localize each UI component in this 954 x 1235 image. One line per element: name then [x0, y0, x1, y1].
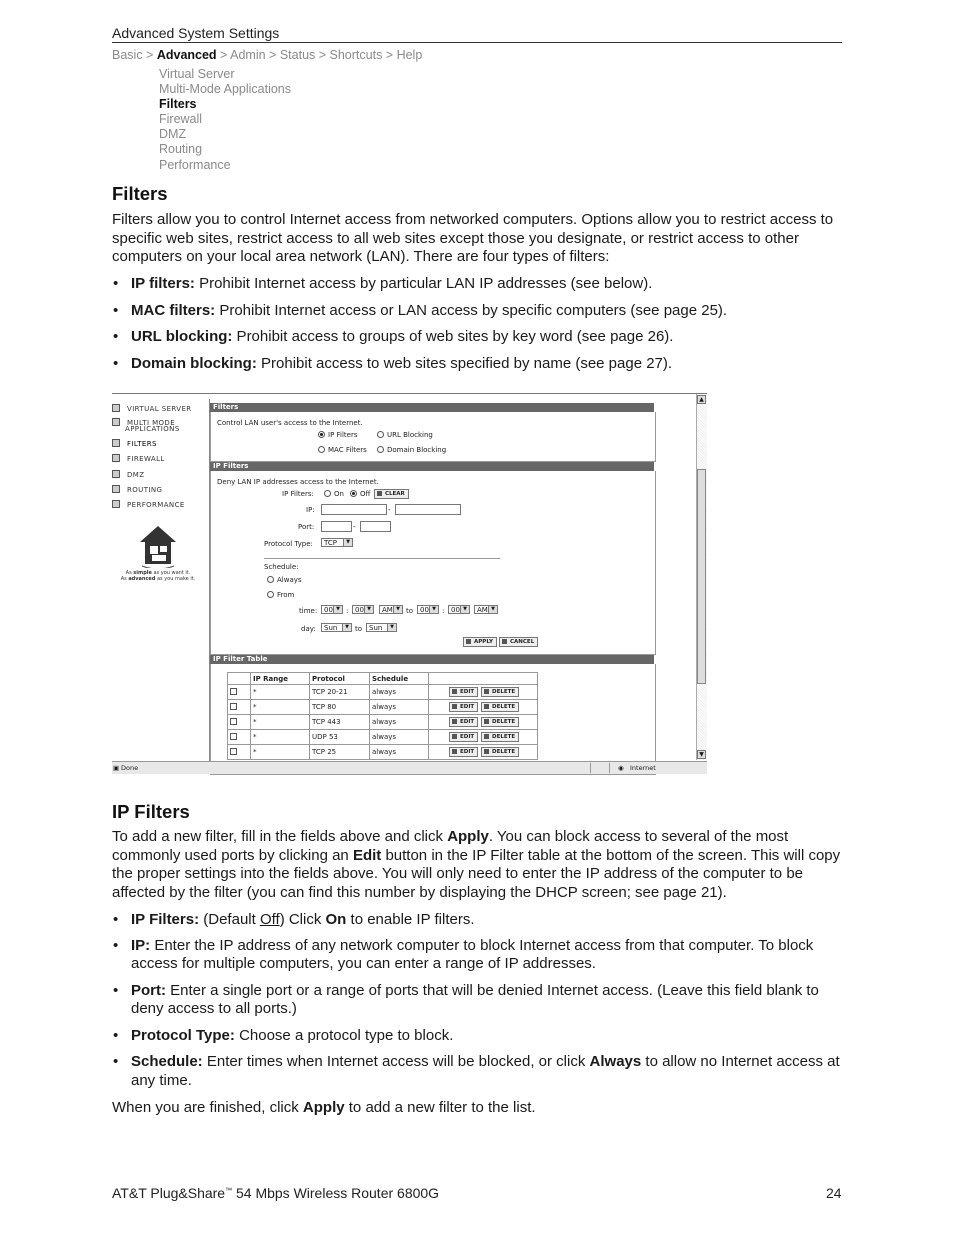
edit-button[interactable]: EDIT: [449, 702, 478, 712]
delete-button[interactable]: DELETE: [481, 702, 519, 712]
opt-ip-filters[interactable]: IP Filters: [318, 431, 358, 439]
filter-table-title: IP Filter Table: [210, 655, 654, 664]
subnav-filters[interactable]: Filters: [159, 97, 197, 112]
brand-logo: [118, 524, 198, 582]
nav-applications[interactable]: [125, 425, 180, 433]
opt-mac-filters[interactable]: MAC Filters: [318, 446, 367, 454]
list-item: • Protocol Type: Choose a protocol type to block.: [112, 1027, 847, 1046]
row-checkbox-cell: [228, 730, 251, 745]
button-icon: [484, 689, 489, 694]
nav-label: PERFORMANCE: [127, 501, 185, 509]
button-icon: [502, 639, 507, 644]
radio-icon: [318, 431, 325, 438]
header-rule: [112, 42, 842, 43]
cell-protocol: TCP 80: [310, 700, 370, 715]
ipfilters-on-radio[interactable]: On: [324, 490, 344, 498]
ipfilters-heading: IP Filters: [112, 801, 190, 822]
checkbox-col: [228, 673, 251, 685]
crumb-sep: >: [315, 48, 330, 62]
row-checkbox-cell: [228, 685, 251, 700]
nav-dmz[interactable]: [112, 470, 144, 479]
schedule-from-radio[interactable]: From: [267, 591, 294, 599]
control-text: Control LAN user's access to the Internet.: [217, 419, 363, 427]
subnav-routing[interactable]: Routing: [159, 142, 203, 157]
cell-protocol: TCP 25: [310, 745, 370, 760]
nav-performance[interactable]: [112, 500, 185, 509]
crumb-sep: >: [265, 48, 280, 62]
ip-label: IP:: [306, 506, 315, 514]
time-colon: :: [442, 607, 445, 615]
row-checkbox-cell: [228, 715, 251, 730]
status-divider: [590, 763, 591, 773]
row-checkbox-cell: [228, 745, 251, 760]
radio-icon: [377, 431, 384, 438]
scroll-down-icon[interactable]: ▼: [697, 750, 706, 759]
nav-bullet-icon: [112, 418, 120, 426]
port-label: Port:: [298, 523, 315, 531]
closing-instruction: When you are finished, click Apply to add a new filter to the list.: [112, 1099, 536, 1116]
button-icon: [452, 734, 457, 739]
nav-label: MULTI MODE: [127, 419, 176, 427]
button-icon: [452, 689, 457, 694]
nav-bullet-icon: [112, 485, 120, 493]
time-min-start[interactable]: 00 ▼: [352, 605, 374, 614]
bullet-text: Prohibit access to groups of web sites by key word (see page 26).: [232, 328, 674, 345]
list-item: • IP Filters: (Default Off) Click On to enable IP filters.: [112, 911, 847, 930]
edit-button[interactable]: EDIT: [449, 687, 478, 697]
edit-button[interactable]: EDIT: [449, 732, 478, 742]
cell-protocol: TCP 443: [310, 715, 370, 730]
nav-bullet-icon: [112, 454, 120, 462]
delete-button[interactable]: DELETE: [481, 747, 519, 757]
subnav-multi-mode[interactable]: Multi-Mode Applications: [159, 82, 292, 97]
col-protocol: Protocol: [310, 673, 370, 685]
cell-actions: [429, 685, 538, 700]
cell-ip: *: [251, 745, 310, 760]
page-footer-product: AT&T Plug&Share™ 54 Mbps Wireless Router 6800G: [112, 1185, 440, 1201]
button-icon: [452, 749, 457, 754]
nav-filters[interactable]: [112, 439, 157, 448]
time-hour-end[interactable]: 00 ▼: [417, 605, 439, 614]
subnav-performance[interactable]: Performance: [159, 157, 231, 172]
nav-label: VIRTUAL SERVER: [127, 405, 192, 413]
row-checkbox-cell: [228, 700, 251, 715]
day-end-select[interactable]: Sun ▼: [366, 623, 397, 632]
row-checkbox[interactable]: [230, 718, 237, 725]
cell-schedule: always: [370, 715, 429, 730]
radio-icon: [377, 446, 384, 453]
radio-icon: [267, 591, 274, 598]
edit-button[interactable]: EDIT: [449, 747, 478, 757]
button-icon: [452, 719, 457, 724]
nav-label: ROUTING: [127, 486, 163, 494]
day-start-select[interactable]: Sun ▼: [321, 623, 352, 632]
radio-icon: [318, 446, 325, 453]
crumb-sep: >: [142, 48, 157, 62]
button-icon: [484, 734, 489, 739]
port-start-input[interactable]: [321, 521, 352, 532]
cancel-button[interactable]: CANCEL: [499, 637, 538, 647]
ipfilter-fields-list: [112, 911, 847, 1090]
list-item: [112, 275, 847, 294]
status-divider: [609, 763, 610, 773]
port-end-input[interactable]: [360, 521, 391, 532]
protocol-select[interactable]: TCP ▼: [321, 538, 353, 547]
list-item: • Port: Enter a single port or a range of ports that will be denied Internet access. (Leave this field blank to deny access to all ports.): [112, 982, 847, 1019]
cell-protocol: UDP 53: [310, 730, 370, 745]
opt-domain-blocking[interactable]: Domain Blocking: [377, 446, 446, 454]
row-checkbox[interactable]: [230, 688, 237, 695]
page-number: 24: [826, 1185, 842, 1201]
nav-bullet-icon: [112, 404, 120, 412]
delete-button[interactable]: DELETE: [481, 687, 519, 697]
cell-actions: [429, 730, 538, 745]
list-item: • Schedule: Enter times when Internet access will be blocked, or click Always to allow no Internet access at any time.: [112, 1053, 847, 1090]
button-icon: [484, 704, 489, 709]
cell-schedule: always: [370, 700, 429, 715]
time-min-end[interactable]: 00 ▼: [448, 605, 470, 614]
table-row: [228, 715, 538, 730]
breadcrumb: [112, 48, 422, 62]
clear-button[interactable]: CLEAR: [374, 489, 409, 499]
bullet-term: IP filters:: [131, 275, 195, 292]
bullet-text: Prohibit Internet access or LAN access by specific computers (see page 25).: [215, 301, 728, 319]
bullet-term: Domain blocking:: [131, 354, 257, 372]
scroll-up-icon[interactable]: ▲: [697, 395, 706, 404]
crumb-help[interactable]: Help: [396, 48, 423, 62]
subnav-virtual-server[interactable]: Virtual Server: [159, 67, 235, 81]
cell-ip: *: [251, 685, 310, 700]
col-actions: [429, 673, 538, 685]
button-icon: [484, 719, 489, 724]
crumb-advanced[interactable]: Advanced: [156, 48, 217, 62]
list-item: [112, 328, 847, 347]
nav-label: DMZ: [127, 471, 145, 479]
list-item: [112, 302, 847, 321]
globe-icon: ◉: [618, 764, 624, 772]
radio-icon: [324, 490, 331, 497]
nav-bullet-icon: [112, 500, 120, 508]
deny-text: Deny LAN IP addresses access to the Internet.: [217, 478, 379, 486]
button-icon: [377, 491, 382, 496]
schedule-always-radio[interactable]: Always: [267, 576, 302, 584]
tagline: As simple as you want it. As advanced as you make it.: [120, 570, 196, 582]
ipfilters-label: IP Filters:: [282, 490, 314, 498]
time-ampm-start[interactable]: AM ▼: [379, 605, 403, 614]
day-label: day:: [301, 625, 316, 633]
radio-icon: [267, 576, 274, 583]
ip-filter-table: [227, 672, 538, 760]
cell-ip: *: [251, 715, 310, 730]
browser-status-bar: [112, 761, 707, 774]
cell-schedule: always: [370, 745, 429, 760]
nav-firewall[interactable]: [112, 454, 165, 463]
nav-label: APPLICATIONS: [125, 425, 180, 433]
nav-routing[interactable]: [112, 485, 162, 494]
button-icon: [466, 639, 471, 644]
crumb-basic[interactable]: Basic: [112, 48, 143, 62]
time-hour-start[interactable]: 00 ▼: [321, 605, 343, 614]
cell-actions: [429, 700, 538, 715]
scroll-thumb[interactable]: [697, 469, 706, 684]
row-checkbox[interactable]: [230, 748, 237, 755]
delete-button[interactable]: DELETE: [481, 717, 519, 727]
cell-protocol: TCP 20-21: [310, 685, 370, 700]
cell-ip: *: [251, 730, 310, 745]
table-row: [228, 730, 538, 745]
nav-label: FILTERS: [127, 440, 157, 448]
time-ampm-end[interactable]: AM ▼: [474, 605, 498, 614]
day-to: to: [355, 625, 363, 633]
status-page-icon: ▣: [113, 764, 120, 772]
crumb-admin[interactable]: Admin: [230, 48, 266, 62]
edit-button[interactable]: EDIT: [449, 717, 478, 727]
subnav-dmz[interactable]: DMZ: [159, 127, 187, 142]
cell-ip: *: [251, 700, 310, 715]
cell-actions: [429, 745, 538, 760]
button-icon: [452, 704, 457, 709]
nav-virtual-server[interactable]: [112, 404, 192, 413]
subnav: [159, 67, 291, 173]
nav-bullet-icon: [112, 439, 120, 447]
router-ui-screenshot: [112, 393, 707, 775]
divider: [264, 558, 500, 559]
ipfilters-off-radio[interactable]: Off: [350, 490, 370, 498]
ip-start-input[interactable]: [321, 504, 387, 515]
filters-heading: Filters: [112, 183, 168, 204]
filter-types-list: [112, 275, 847, 373]
row-checkbox[interactable]: [230, 733, 237, 740]
radio-icon: [350, 490, 357, 497]
list-item: • IP: Enter the IP address of any network computer to block Internet access from that computer. To block access for multiple computers, you can enter a range of IP addresses.: [112, 937, 847, 974]
col-ip-range: IP Range: [251, 673, 310, 685]
time-colon: :: [346, 607, 349, 615]
filters-panel-title: Filters: [210, 403, 654, 412]
crumb-sep: >: [382, 48, 397, 62]
house-icon: [138, 524, 178, 568]
bullet-term: MAC filters:: [131, 301, 216, 319]
bullet-text: Prohibit access to web sites specified by name (see page 27).: [256, 354, 673, 372]
status-done: Done: [121, 764, 139, 772]
nav-bullet-icon: [112, 470, 120, 478]
apply-button[interactable]: APPLY: [463, 637, 497, 647]
ipfilters-panel-title: IP Filters: [210, 462, 654, 471]
crumb-sep: >: [216, 48, 231, 62]
bullet-text: Prohibit Internet access by particular LAN IP addresses (see below).: [194, 275, 653, 292]
nav-label: FIREWALL: [127, 455, 165, 463]
page-header-title: Advanced System Settings: [112, 25, 280, 41]
time-to: to: [406, 607, 414, 615]
table-header-row: [228, 673, 538, 685]
schedule-label: Schedule:: [264, 563, 299, 571]
list-item: [112, 355, 847, 374]
crumb-status[interactable]: Status: [279, 48, 316, 62]
ipfilters-intro: To add a new filter, fill in the fields above and click Apply. You can block access to several of the most commonly used ports by clicking an Edit button in the IP Filter table at the bottom of the screen. This will copy the proper settings into the fields above. You will only need to enter the IP address of the computer to be affected by the filter (you can find this number by displaying the DHCP screen; see page 21).: [112, 828, 841, 901]
subnav-firewall[interactable]: Firewall: [159, 112, 203, 127]
filters-intro: Filters allow you to control Internet access from networked computers. Options allow you to restrict access to specific web sites, restrict access to all web sites except those you designate, or restrict access to other computers on your local area network (LAN). There are four types of filters:: [112, 211, 834, 265]
bullet-term: URL blocking:: [131, 328, 233, 345]
table-row: [228, 685, 538, 700]
opt-url-blocking[interactable]: URL Blocking: [377, 431, 433, 439]
port-dash: -: [353, 523, 356, 531]
table-row: [228, 745, 538, 760]
ip-end-input[interactable]: [395, 504, 461, 515]
cell-schedule: always: [370, 685, 429, 700]
cell-actions: [429, 715, 538, 730]
table-row: [228, 700, 538, 715]
status-zone: Internet: [630, 764, 656, 772]
delete-button[interactable]: DELETE: [481, 732, 519, 742]
col-schedule: Schedule: [370, 673, 429, 685]
ip-dash: -: [388, 506, 391, 514]
cell-schedule: always: [370, 730, 429, 745]
time-label: time:: [299, 607, 318, 615]
row-checkbox[interactable]: [230, 703, 237, 710]
protocol-label: Protocol Type:: [264, 540, 313, 548]
button-icon: [484, 749, 489, 754]
crumb-shortcuts[interactable]: Shortcuts: [329, 48, 383, 62]
